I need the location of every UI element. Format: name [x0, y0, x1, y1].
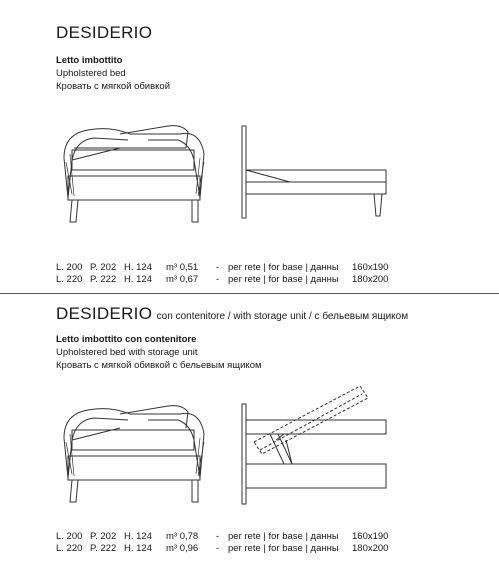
section2-subtitle-it: Letto imbottito con contenitore — [56, 334, 197, 345]
row-depth: P. 222 — [90, 543, 117, 554]
row-depth: P. 222 — [90, 274, 117, 285]
row-dash: - — [216, 531, 220, 542]
bed-front-view-drawing — [58, 118, 210, 228]
bed-side-view-drawing — [240, 122, 390, 222]
section2-title: DESIDERIO — [56, 304, 153, 323]
row-size: 160x190 — [352, 262, 389, 273]
row-volume: m³ 0,78 — [166, 531, 199, 542]
section1-subtitle-it: Letto imbottito — [56, 55, 123, 66]
section2-title-line — [56, 304, 408, 324]
row-dash: - — [216, 274, 220, 285]
row-base: per rete | for base | данны — [228, 531, 339, 542]
section2-title-suffix: con contenitore / with storage unit / с бельевым ящиком — [156, 311, 409, 322]
row-base: per rete | for base | данны — [228, 543, 339, 554]
section2-subtitle-ru: Кровать с мягкой обивкой с бельевым ящиком — [56, 360, 262, 371]
section1-dims-row-2 — [56, 274, 388, 286]
row-dash: - — [216, 543, 220, 554]
section2-subtitle-en: Upholstered bed with storage unit — [56, 347, 198, 358]
row-height: H. 124 — [124, 262, 152, 273]
row-length: L. 220 — [56, 274, 83, 285]
row-size: 160x190 — [352, 531, 389, 542]
row-size: 180x200 — [352, 274, 389, 285]
section1-subtitle-ru: Кровать с мягкой обивкой — [56, 81, 171, 92]
row-depth: P. 202 — [90, 262, 117, 273]
section-divider — [0, 293, 499, 294]
row-size: 180x200 — [352, 543, 389, 554]
row-depth: P. 202 — [90, 531, 117, 542]
section2-dims-row-2 — [56, 543, 388, 555]
section1-title: DESIDERIO — [56, 23, 153, 42]
row-volume: m³ 0,51 — [166, 262, 199, 273]
section1-dims-row-1 — [56, 262, 388, 274]
section1-subtitle-en: Upholstered bed — [56, 68, 126, 79]
row-height: H. 124 — [124, 274, 152, 285]
row-height: H. 124 — [124, 543, 152, 554]
storage-bed-side-view-drawing — [240, 378, 392, 508]
row-length: L. 200 — [56, 262, 83, 273]
section2-dims-row-1 — [56, 531, 388, 543]
row-dash: - — [216, 262, 220, 273]
row-length: L. 200 — [56, 531, 83, 542]
row-base: per rete | for base | данны — [228, 262, 339, 273]
row-height: H. 124 — [124, 531, 152, 542]
row-base: per rete | for base | данны — [228, 274, 339, 285]
row-volume: m³ 0,67 — [166, 274, 199, 285]
row-length: L. 220 — [56, 543, 83, 554]
storage-bed-front-view-drawing — [58, 398, 210, 508]
row-volume: m³ 0,96 — [166, 543, 199, 554]
